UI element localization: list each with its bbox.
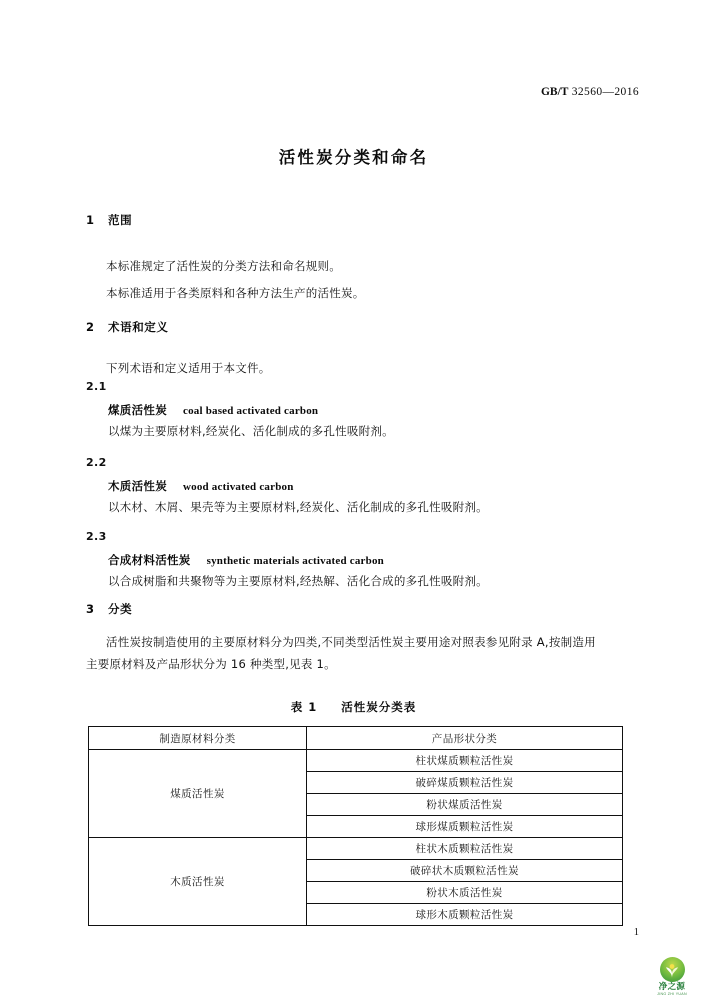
standard-number-header: [541, 86, 639, 98]
term-2-1-line: [108, 402, 622, 418]
clause-3-paragraph-line-2: 主要原材料及产品形状分为 16 种类型,见表 1。: [86, 656, 336, 671]
term-2-2-en: wood activated carbon: [183, 481, 294, 493]
leaf-icon: [660, 957, 685, 982]
logo-subtext: JING ZHI YUAN: [657, 991, 687, 996]
standard-prefix: GB/T: [540, 86, 569, 98]
table-header: [89, 727, 623, 750]
activated-carbon-classification-table: [88, 726, 623, 926]
shape-cell: 柱状木质颗粒活性炭: [307, 838, 623, 860]
term-2-1-definition: 以煤为主要原材料,经炭化、活化制成的多孔性吸附剂。: [108, 424, 394, 438]
clause-1-heading: [86, 212, 622, 228]
term-2-2: [86, 456, 622, 517]
shape-cell: 破碎煤质颗粒活性炭: [307, 772, 623, 794]
clause-1-title: 范围: [108, 213, 133, 227]
clause-1-paragraph-1: 本标准规定了活性炭的分类方法和命名规则。: [106, 259, 341, 273]
table-row: [89, 838, 623, 860]
clause-3-body: [86, 634, 622, 674]
table-caption-label: 表 1: [290, 700, 318, 714]
shape-cell: 粉状木质活性炭: [307, 882, 623, 904]
term-2-1-cn: 煤质活性炭: [108, 403, 167, 417]
clause-3-number: 3: [86, 602, 95, 616]
column-header-shape: 产品形状分类: [307, 727, 623, 750]
page-number: 1: [633, 927, 639, 938]
column-header-material: 制造原材料分类: [89, 727, 307, 750]
shape-cell: 柱状煤质颗粒活性炭: [307, 750, 623, 772]
term-2-3-line: [108, 552, 622, 568]
clause-3-title: 分类: [108, 602, 133, 616]
term-2-1-en: coal based activated carbon: [183, 405, 319, 417]
clause-2-heading-row: [86, 319, 622, 335]
table-header-row: [89, 727, 623, 750]
clause-1-number: 1: [86, 213, 95, 227]
standard-number: 32560—2016: [571, 86, 639, 98]
watermark-logo: [649, 957, 695, 997]
clause-3-heading: [86, 601, 622, 617]
clause-2-intro: [86, 360, 622, 378]
term-2-3: [86, 530, 622, 591]
shape-cell: 球形煤质颗粒活性炭: [307, 816, 623, 838]
term-2-2-line: [108, 478, 622, 494]
term-2-1: [86, 380, 622, 441]
term-2-3-definition: 以合成树脂和共聚物等为主要原材料,经热解、活化合成的多孔性吸附剂。: [108, 574, 488, 588]
material-cell-coal: 煤质活性炭: [89, 750, 307, 838]
material-cell-wood: 木质活性炭: [89, 838, 307, 926]
clause-3-heading-row: [86, 601, 622, 617]
clause-2-intro-text: 下列术语和定义适用于本文件。: [106, 361, 271, 375]
table-caption: [0, 699, 707, 715]
term-2-3-number: 2.3: [86, 530, 107, 543]
clause-1-heading-row: [86, 212, 622, 228]
term-2-3-en: synthetic materials activated carbon: [206, 555, 384, 567]
term-2-3-cn: 合成材料活性炭: [108, 553, 191, 567]
term-2-1-number: 2.1: [86, 380, 107, 393]
clause-1-body: [86, 258, 622, 303]
clause-3-paragraph-line-1: 活性炭按制造使用的主要原材料分为四类,不同类型活性炭主要用途对照表参见附录 A,按制造用: [106, 635, 596, 649]
term-2-2-cn: 木质活性炭: [108, 479, 167, 493]
term-2-2-number: 2.2: [86, 456, 107, 469]
leaf-icon-glyph: [663, 962, 681, 980]
logo-text: 净之源: [658, 982, 686, 992]
table-row: [89, 750, 623, 772]
page-title: 活性炭分类和命名: [278, 148, 429, 167]
clause-2-number: 2: [86, 320, 95, 334]
table-caption-title: 活性炭分类表: [341, 700, 417, 714]
shape-cell: 粉状煤质活性炭: [307, 794, 623, 816]
shape-cell: 破碎状木质颗粒活性炭: [307, 860, 623, 882]
clause-2-heading: [86, 319, 622, 335]
clause-2-title: 术语和定义: [108, 320, 169, 334]
table-body: [89, 750, 623, 926]
shape-cell: 球形木质颗粒活性炭: [307, 904, 623, 926]
clause-1-paragraph-2: 本标准适用于各类原料和各种方法生产的活性炭。: [106, 285, 365, 300]
term-2-2-definition: 以木材、木屑、果壳等为主要原材料,经炭化、活化制成的多孔性吸附剂。: [108, 500, 488, 514]
